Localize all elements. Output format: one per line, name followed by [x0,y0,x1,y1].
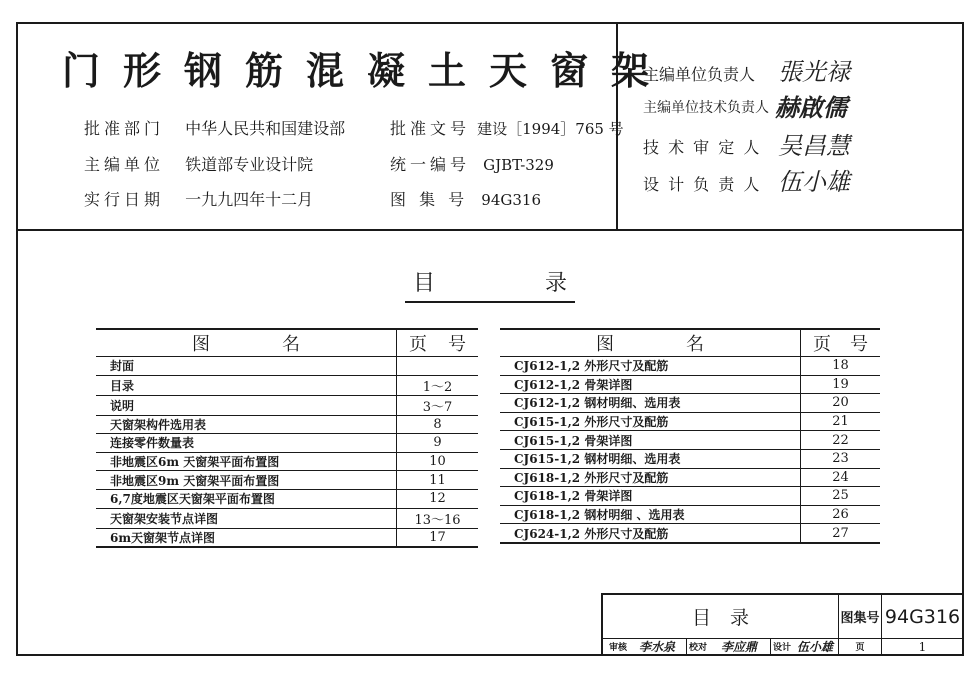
toc-page-no: 23 [801,449,881,468]
atlas-no-row [390,187,541,210]
toc-drawing-name: CJ618-1,2 钢材明细 、选用表 [500,505,801,524]
page-number: 1 [918,639,927,654]
effective-date-value: 一九九四年十二月 [185,190,314,209]
toc-page-no: 20 [801,394,881,413]
title-char: 天 [489,49,528,93]
col-name-char-1: 图 [192,334,210,355]
editor-unit-value: 铁道部专业设计院 [185,155,314,174]
toc-drawing-name: 非地震区9m 天窗架平面布置图 [96,471,397,490]
col-page-char-1: 页 [409,334,427,355]
atlas-no-label: 图集号 [840,611,880,626]
toc-row [500,505,880,524]
approval-dept-row [84,116,345,139]
toc-row [500,412,880,431]
review-label: 审核 [608,643,627,653]
col-name-char-2: 名 [686,334,704,355]
title-char: 土 [428,49,467,93]
toc-row [500,468,880,487]
toc-page-no: 22 [801,431,881,450]
col-drawing-name [500,329,801,357]
toc-row [96,434,478,453]
design-lead-signature: 伍小雄 [778,168,850,196]
toc-row [500,375,880,394]
toc-drawing-name: 天窗架安装节点详图 [96,508,397,528]
toc-drawing-name: CJ615-1,2 外形尺寸及配筋 [500,412,801,431]
page-label: 页 [855,643,865,653]
toc-page-no: 9 [397,434,479,453]
toc-drawing-name: 天窗架构件选用表 [96,415,397,434]
toc-page-no: 12 [397,489,479,508]
toc-drawing-name: CJ612-1,2 骨架详图 [500,375,801,394]
toc-row [96,415,478,434]
design-lead-label: 设 计 负 责 人 [643,175,762,194]
toc-row [96,528,478,547]
atlas-no-label: 图 集 号 [390,190,469,209]
toc-page-no [397,357,479,376]
col-page-no [397,329,479,357]
tech-lead-signature: 赫啟儒 [775,93,847,122]
toc-drawing-name: CJ615-1,2 钢材明细、选用表 [500,449,801,468]
toc-drawing-name: 非地震区6m 天窗架平面布置图 [96,452,397,471]
atlas-title [62,40,672,95]
review-signature: 李水泉 [638,640,675,654]
toc-drawing-name: 6,7度地震区天窗架平面布置图 [96,489,397,508]
sheet-title: 目 录 [691,607,749,629]
header-divider [16,229,962,231]
approval-dept-label: 批准部门 [84,119,165,138]
editor-unit-label: 主编单位 [84,155,165,174]
col-drawing-name [96,329,397,357]
design-signature: 伍小雄 [796,640,833,654]
toc-row [500,394,880,413]
toc-page-no: 26 [801,505,881,524]
toc-page-no: 3～7 [397,395,479,415]
toc-drawing-name: CJ618-1,2 骨架详图 [500,487,801,506]
toc-page-no: 24 [801,468,881,487]
toc-page-no: 27 [801,524,881,543]
title-char: 形 [123,49,162,93]
design-label: 设计 [772,643,791,653]
approval-doc-label: 批准文号 [390,119,471,138]
toc-row [96,395,478,415]
toc-row [500,357,880,376]
toc-drawing-name: 说明 [96,395,397,415]
col-page-char-2: 号 [448,334,466,355]
col-page-no [801,329,881,357]
tech-lead-label: 主编单位技术负责人 [643,100,769,116]
title-block [601,593,963,656]
toc-drawing-name: CJ615-1,2 骨架详图 [500,431,801,450]
toc-title-right: 录 [544,271,567,296]
unified-no-value: GJBT-329 [483,156,554,174]
toc-row [96,489,478,508]
title-char: 门 [62,49,101,93]
toc-page-no: 13～16 [397,508,479,528]
toc-row [96,357,478,376]
toc-row [96,375,478,395]
toc-table-left [96,328,478,548]
effective-date-row [84,187,313,210]
toc-page-no: 11 [397,471,479,490]
toc-table-right [500,328,880,544]
col-name-char-1: 图 [596,334,614,355]
tech-reviewer-label: 技 术 审 定 人 [643,138,762,157]
toc-row [96,471,478,490]
title-char: 钢 [184,49,223,93]
approval-doc-value: 建设［1994］765 号 [477,120,624,138]
toc-drawing-name: 封面 [96,357,397,376]
col-page-char-2: 号 [850,334,868,355]
title-char: 架 [611,49,650,93]
col-name-char-2: 名 [282,334,300,355]
col-page-char-1: 页 [813,334,831,355]
toc-drawing-name: 连接零件数量表 [96,434,397,453]
toc-row [96,452,478,471]
toc-drawing-name: 6m天窗架节点详图 [96,528,397,547]
title-char: 窗 [550,49,589,93]
toc-drawing-name: CJ612-1,2 外形尺寸及配筋 [500,357,801,376]
atlas-no-value: 94G316 [481,191,541,209]
tech-reviewer-signature: 吴昌慧 [778,132,850,160]
toc-page-no: 8 [397,415,479,434]
unified-no-row [390,152,554,175]
toc-page-no: 18 [801,357,881,376]
check-label: 校对 [688,643,707,653]
title-char: 凝 [367,49,406,93]
title-char: 混 [306,49,345,93]
toc-drawing-name: CJ624-1,2 外形尺寸及配筋 [500,524,801,543]
toc-row [500,449,880,468]
atlas-no-value: 94G316 [884,605,961,628]
toc-page-no: 17 [397,528,479,547]
toc-page-no: 1～2 [397,375,479,395]
toc-page-no: 10 [397,452,479,471]
toc-title [405,266,575,303]
toc-row [500,524,880,543]
chief-editor-label: 主编单位负责人 [643,65,756,84]
toc-title-left: 目 [413,271,436,296]
check-signature: 李应鼎 [720,640,757,654]
toc-row [96,508,478,528]
chief-editor-signature: 張光禄 [778,58,850,86]
toc-page-no: 21 [801,412,881,431]
toc-page-no: 19 [801,375,881,394]
toc-header-row [96,329,478,357]
toc-header-row [500,329,880,357]
toc-drawing-name: CJ612-1,2 钢材明细、选用表 [500,394,801,413]
toc-drawing-name: 目录 [96,375,397,395]
unified-no-label: 统一编号 [390,155,471,174]
toc-page-no: 25 [801,487,881,506]
approval-doc-row [390,116,624,139]
toc-row [500,487,880,506]
editor-unit-row [84,152,313,175]
toc-drawing-name: CJ618-1,2 外形尺寸及配筋 [500,468,801,487]
title-char: 筋 [245,49,284,93]
approval-dept-value: 中华人民共和国建设部 [185,119,346,138]
toc-row [500,431,880,450]
effective-date-label: 实行日期 [84,190,165,209]
